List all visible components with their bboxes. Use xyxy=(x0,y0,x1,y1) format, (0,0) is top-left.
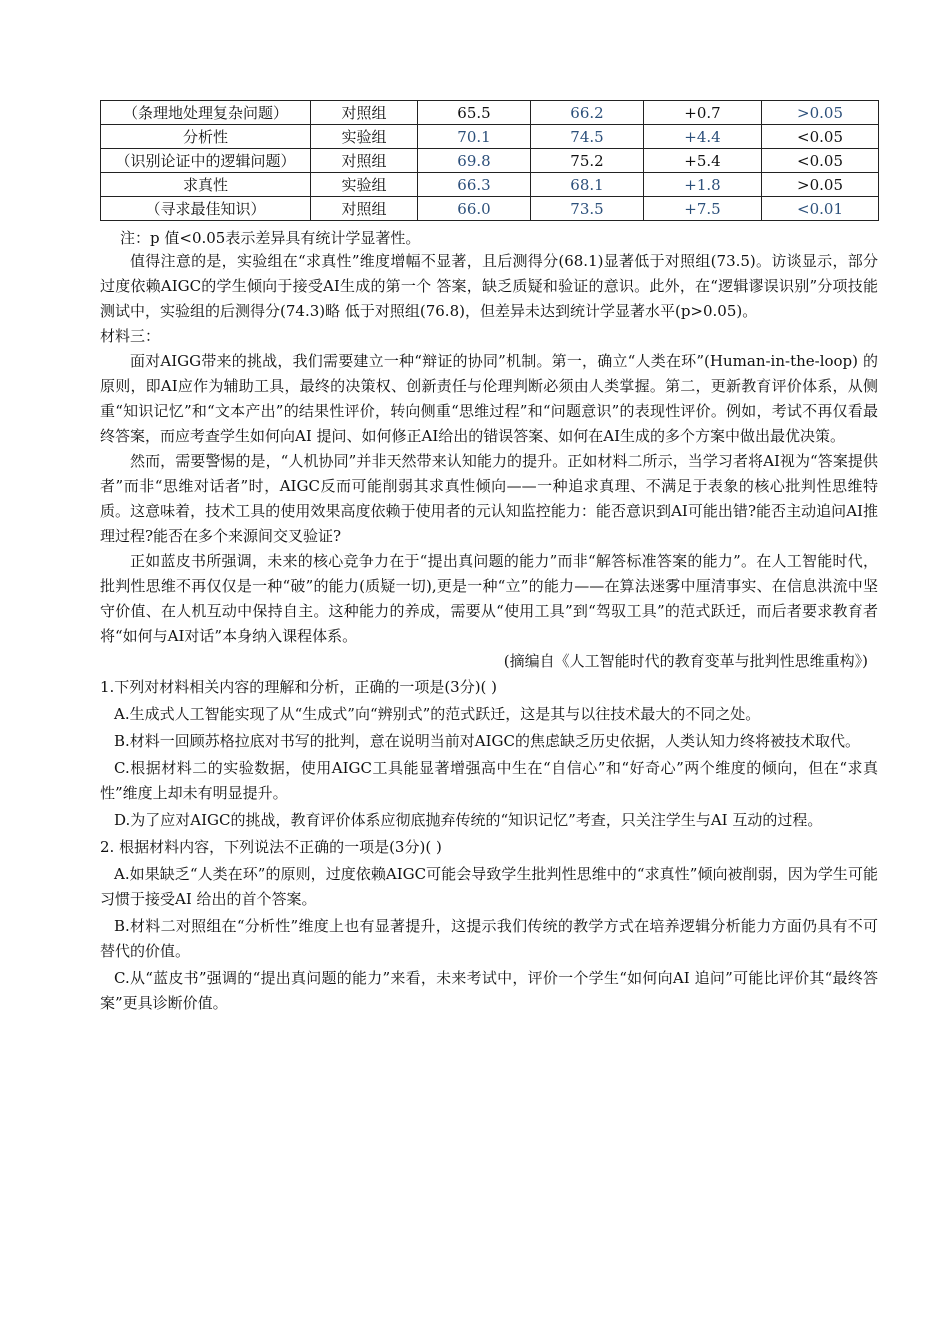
option-b: B.材料一回顾苏格拉底对书写的批判，意在说明当前对AIGC的焦虑缺乏历史依据，人类认知力终将被技术取代。 xyxy=(114,732,861,750)
table-cell: >0.05 xyxy=(762,101,879,125)
table-row xyxy=(101,149,879,173)
table-row xyxy=(101,125,879,149)
table-row xyxy=(101,173,879,197)
table-cell: 对照组 xyxy=(311,149,418,173)
table-cell: 66.3 xyxy=(418,173,531,197)
option-a: A.生成式人工智能实现了从“生成式”向“辨别式”的范式跃迁，这是其与以往技术最大的不同之处。 xyxy=(114,705,761,723)
table-cell: （条理地处理复杂问题） xyxy=(101,101,311,125)
table-cell: 74.5 xyxy=(531,125,644,149)
table-cell: 66.0 xyxy=(418,197,531,221)
table-cell: <0.05 xyxy=(762,149,879,173)
option-c: C.从“蓝皮书”强调的“提出真问题的能力”来看，未来考试中，评价一个学生“如何向AI 追问”可能比评价其“最终答案”更具诊断价值。 xyxy=(100,969,878,1012)
table-cell: <0.05 xyxy=(762,125,879,149)
paragraph: 然而，需要警惕的是，“人机协同”并非天然带来认知能力的提升。正如材料二所示，当学习者将AI视为“答案提供者”而非“思维对话者”时，AIGC反而可能削弱其求真性倾向——一种追求真理、不满足于表象的核心批判性思维特质。这意味着，技术工具的使用效果高度依赖于使用者的元认知监控能力：能否意识到AI可能出错?能否主动追问AI推理过程?能否在多个来源间交叉验证? xyxy=(100,452,878,545)
table-cell: +7.5 xyxy=(644,197,762,221)
table-cell: 对照组 xyxy=(311,197,418,221)
table-cell: +0.7 xyxy=(644,101,762,125)
table-cell: 73.5 xyxy=(531,197,644,221)
table-cell: +5.4 xyxy=(644,149,762,173)
question-stem: 1.下列对材料相关内容的理解和分析，正确的一项是(3分)( ) xyxy=(100,678,498,696)
option-d: D.为了应对AIGC的挑战，教育评价体系应彻底抛弃传统的“知识记忆”考查，只关注学生与AI 互动的过程。 xyxy=(114,811,823,829)
table-cell: <0.01 xyxy=(762,197,879,221)
results-table xyxy=(100,100,879,221)
table-cell: 68.1 xyxy=(531,173,644,197)
paragraph: 面对AIGG带来的挑战，我们需要建立一种“辩证的协同”机制。第一，确立“人类在环”(Human-in-the-loop) 的原则，即AI应作为辅助工具，最终的决策权、创新责任与伦理判断必须由人类掌握。第二，更新教育评价体系，从侧重“知识记忆”和“文本产出”的结果性评价，转向侧重“思维过程”和“问题意识”的表现性评价。例如，考试不再仅看最终答案，而应考查学生如何向AI 提问、如何修正AI给出的错误答案、如何在AI生成的多个方案中做出最优决策。 xyxy=(100,352,878,445)
option-c: C.根据材料二的实验数据，使用AIGC工具能显著增强高中生在“自信心”和“好奇心”两个维度的倾向，但在“求真性”维度上却未有明显提升。 xyxy=(100,759,878,802)
table-cell: 65.5 xyxy=(418,101,531,125)
option-b: B.材料二对照组在“分析性”维度上也有显著提升，这提示我们传统的教学方式在培养逻辑分析能力方面仍具有不可替代的价值。 xyxy=(100,917,878,960)
table-cell: （寻求最佳知识） xyxy=(101,197,311,221)
table-cell: 分析性 xyxy=(101,125,311,149)
material-heading: 材料三： xyxy=(100,327,161,345)
table-cell: 66.2 xyxy=(531,101,644,125)
paragraph: 值得注意的是，实验组在“求真性”维度增幅不显著，且后测得分(68.1)显著低于对照组(73.5)。访谈显示，部分过度依赖AIGC的学生倾向于接受AI生成的第一个 答案，缺乏质疑和验证的意识。此外，在“逻辑谬误识别”分项技能测试中，实验组的后测得分(74.3)略 低于对照组(76.8)，但差异未达到统计学显著水平(p>0.05)。 xyxy=(100,252,878,320)
table-cell: +4.4 xyxy=(644,125,762,149)
table-cell: 实验组 xyxy=(311,173,418,197)
question-stem: 2. 根据材料内容，下列说法不正确的一项是(3分)( ) xyxy=(100,838,442,856)
table-cell: 实验组 xyxy=(311,125,418,149)
table-cell: 69.8 xyxy=(418,149,531,173)
table-cell: （识别论证中的逻辑问题） xyxy=(101,149,311,173)
table-note: 注：p 值<0.05表示差异具有统计学显著性。 xyxy=(120,229,421,247)
source-citation: (摘编自《人工智能时代的教育变革与批判性思维重构》) xyxy=(503,652,868,670)
table-row xyxy=(101,197,879,221)
table-cell: >0.05 xyxy=(762,173,879,197)
paragraph: 正如蓝皮书所强调，未来的核心竞争力在于“提出真问题的能力”而非“解答标准答案的能力”。在人工智能时代，批判性思维不再仅仅是一种“破”的能力(质疑一切),更是一种“立”的能力——在算法迷雾中厘清事实、在信息洪流中坚守价值、在人机互动中保持自主。这种能力的养成，需要从“使用工具”到“驾驭工具”的范式跃迁，而后者要求教育者将“如何与AI对话”本身纳入课程体系。 xyxy=(100,552,878,645)
option-a: A.如果缺乏“人类在环”的原则，过度依赖AIGC可能会导致学生批判性思维中的“求真性”倾向被削弱，因为学生可能习惯于接受AI 给出的首个答案。 xyxy=(100,865,878,908)
table-cell: 75.2 xyxy=(531,149,644,173)
table-cell: 求真性 xyxy=(101,173,311,197)
table-cell: 对照组 xyxy=(311,101,418,125)
table-cell: +1.8 xyxy=(644,173,762,197)
document-page xyxy=(100,100,878,1016)
table-row xyxy=(101,101,879,125)
table-cell: 70.1 xyxy=(418,125,531,149)
